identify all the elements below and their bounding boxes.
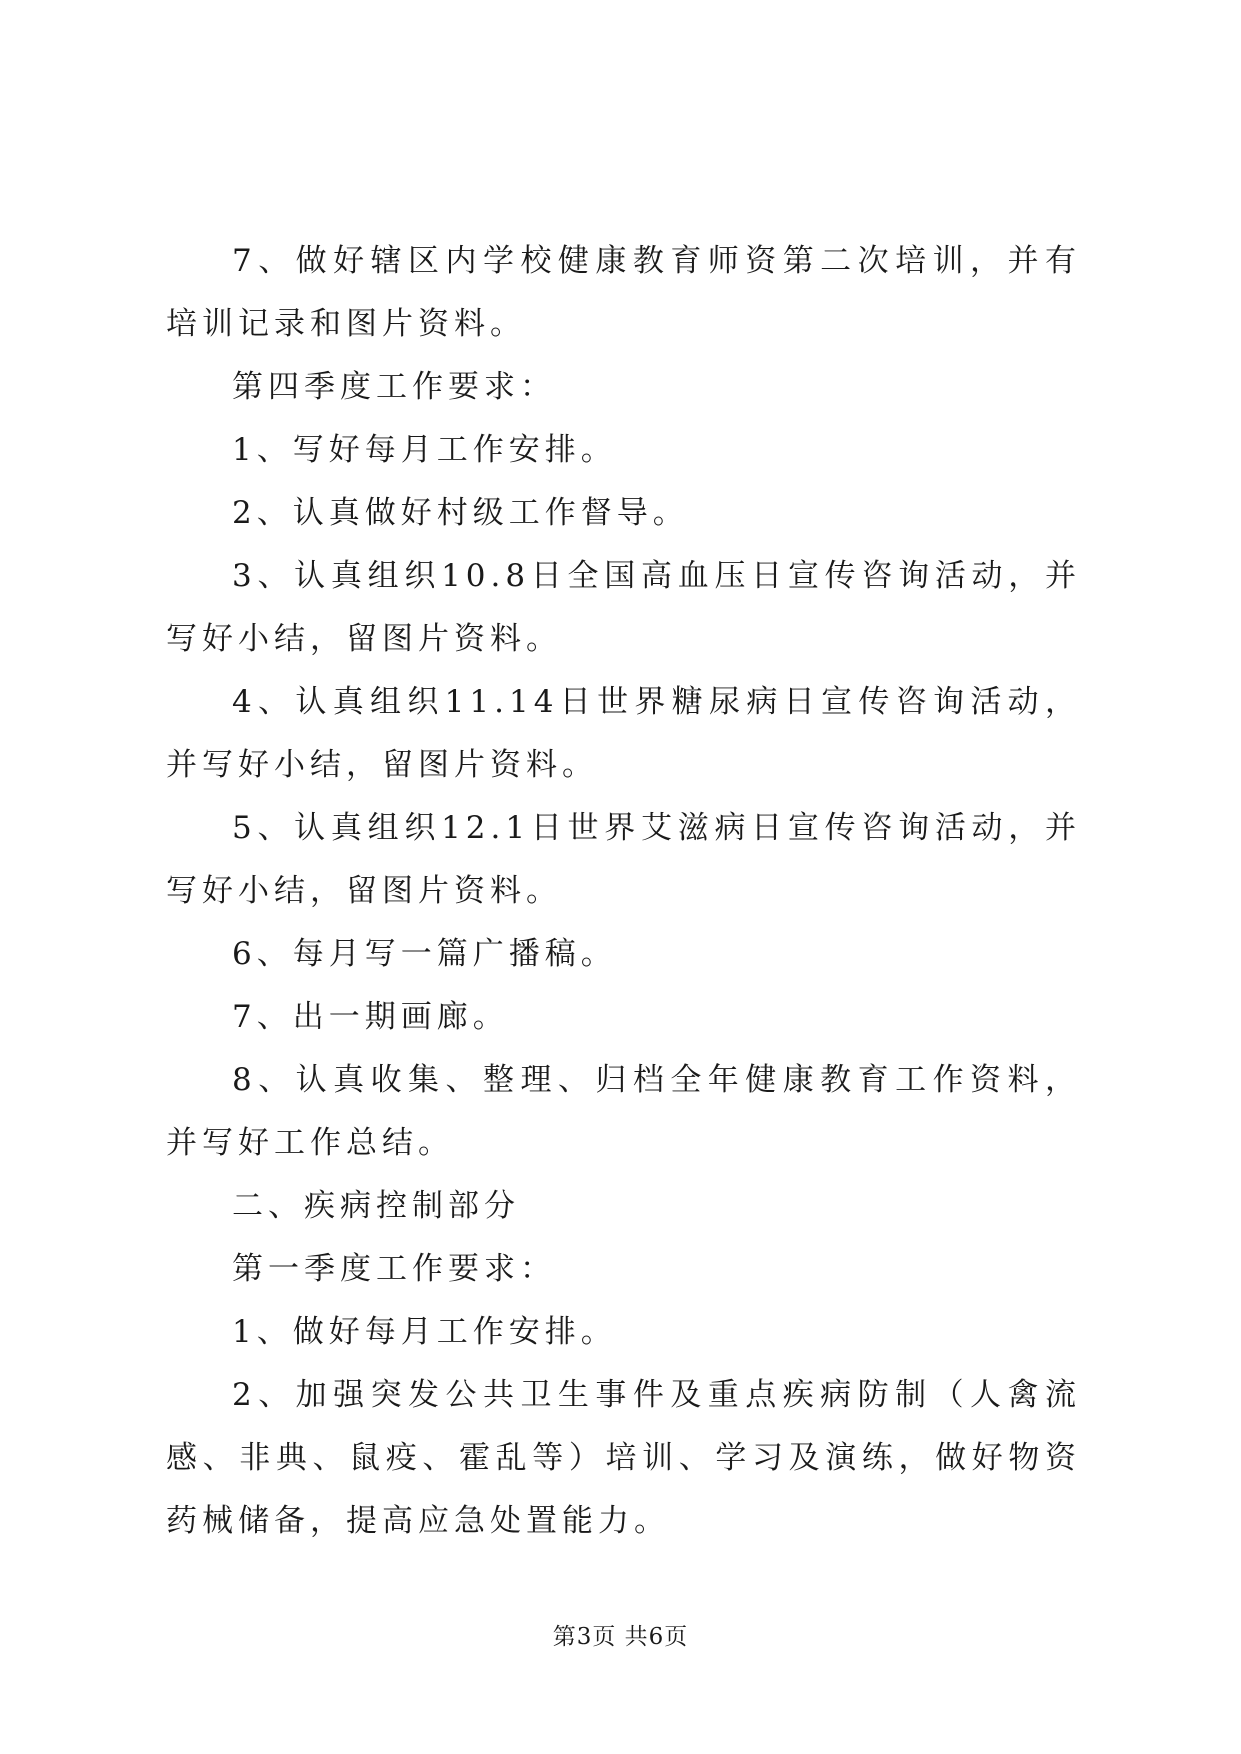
document-body <box>166 230 1081 1553</box>
paragraph-item-7-training: 7、做好辖区内学校健康教育师资第二次培训，并有培训记录和图片资料。 <box>166 243 1081 342</box>
paragraph-item-4: 4、认真组织11.14日世界糖尿病日宣传咨询活动，并写好小结，留图片资料。 <box>166 684 1081 783</box>
paragraph-item-2: 2、认真做好村级工作督导。 <box>232 495 689 531</box>
page-number-footer: 第3页 共6页 <box>552 1624 689 1650</box>
section-heading-q4: 第四季度工作要求： <box>232 369 556 405</box>
paragraph-item-6: 6、每月写一篇广播稿。 <box>232 936 617 972</box>
paragraph-item-3: 3、认真组织10.8日全国高血压日宣传咨询活动，并写好小结，留图片资料。 <box>166 558 1081 657</box>
paragraph-q1-item-1: 1、做好每月工作安排。 <box>232 1314 617 1350</box>
paragraph-item-5: 5、认真组织12.1日世界艾滋病日宣传咨询活动，并写好小结，留图片资料。 <box>166 810 1081 909</box>
paragraph-q1-item-2: 2、加强突发公共卫生事件及重点疾病防制（人禽流感、非典、鼠疫、霍乱等）培训、学习及演练，做好物资药械储备，提高应急处置能力。 <box>166 1377 1081 1539</box>
paragraph-item-1: 1、写好每月工作安排。 <box>232 432 617 468</box>
section-heading-disease-control: 二、疾病控制部分 <box>232 1188 520 1224</box>
section-heading-q1: 第一季度工作要求： <box>232 1251 556 1287</box>
paragraph-item-7: 7、出一期画廊。 <box>232 999 509 1035</box>
paragraph-item-8: 8、认真收集、整理、归档全年健康教育工作资料，并写好工作总结。 <box>166 1062 1081 1161</box>
